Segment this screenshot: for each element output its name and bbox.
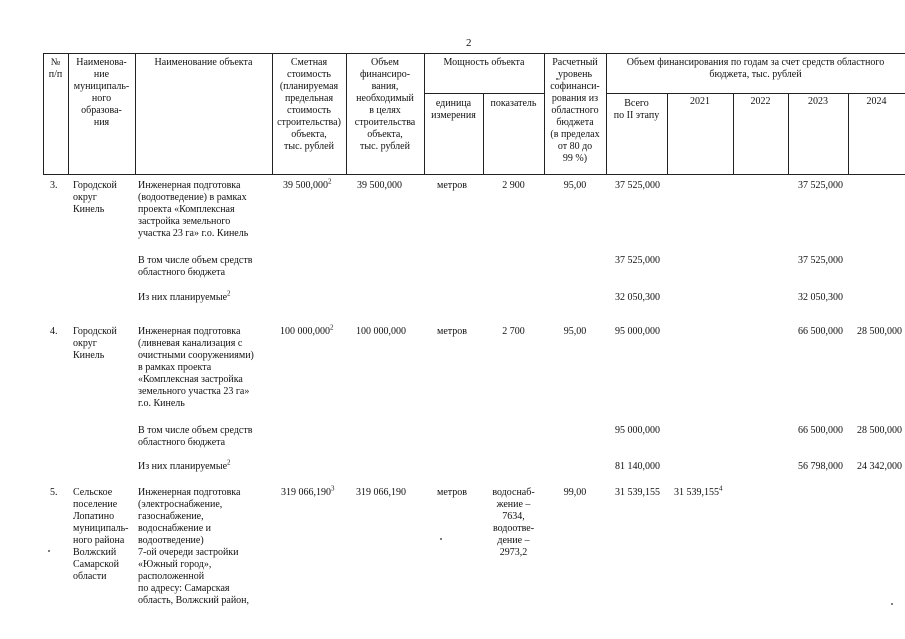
row-sub-regional-label: В том числе объем средств областного бюджета — [138, 425, 253, 448]
row-indicator: 2 700 — [502, 326, 525, 337]
row-sub-regional-label: В том числе объем средств областного бюджета — [138, 255, 253, 278]
scan-speck — [48, 550, 50, 552]
row-num: 4. — [50, 326, 58, 337]
row-cofinancing: 99,00 — [563, 487, 587, 498]
header-funding-volume: Объем финансиро- вания, необходимый в целях строительства объекта, тыс. рублей — [354, 57, 416, 152]
header-indicator: показатель — [490, 98, 537, 109]
row-cofinancing: 95,00 — [563, 180, 587, 191]
header-financing-by-years: Объем финансирования по годам за счет средств областного бюджета, тыс. рублей — [626, 57, 885, 80]
row-sub-regional-2024: 28 500,000 — [857, 425, 902, 436]
scan-speck — [440, 538, 442, 540]
row-sub-planned-label: Из них планируемые$^2$ — [138, 458, 231, 472]
row-municipality: Городской округ Кинель — [73, 180, 117, 215]
row-total: 95 000,000 — [615, 326, 660, 337]
row-sub-regional-2023: 37 525,000 — [798, 255, 843, 266]
row-municipality: Городской округ Кинель — [73, 326, 117, 361]
row-sub-regional-total: 95 000,000 — [615, 425, 660, 436]
row-sub-planned-total: 32 050,300 — [615, 292, 660, 303]
row-volume: 39 500,000 — [357, 180, 402, 191]
row-2024: 28 500,000 — [857, 326, 902, 337]
row-sub-planned-2024: 24 342,000 — [857, 461, 902, 472]
header-municipality: Наименова- ние муниципаль- ного образова- ния — [73, 57, 130, 128]
row-indicator: 2 900 — [502, 180, 525, 191]
row-unit: метров — [437, 326, 467, 337]
header-year-2023: 2023 — [808, 96, 828, 107]
header-cofinancing: Расчетный уровень софинанси- рования из областного бюджета (в пределах от 80 до 99 %) — [550, 57, 600, 164]
header-year-2024: 2024 — [866, 96, 887, 107]
row-object: Инженерная подготовка (ливневая канализация с очистными сооружениями) в рамках проекта «Комплексная застройка земельного участка 23 га» г.о. Кинель — [138, 326, 254, 409]
row-2023: 37 525,000 — [798, 180, 843, 191]
row-cost: 100 000,000$^2$ — [280, 323, 334, 337]
row-volume: 100 000,000 — [356, 326, 406, 337]
row-volume: 319 066,190 — [356, 487, 406, 498]
row-2023: 66 500,000 — [798, 326, 843, 337]
row-total: 37 525,000 — [615, 180, 660, 191]
row-sub-planned-label: Из них планируемые$^2$ — [138, 289, 231, 303]
row-sub-planned-total: 81 140,000 — [615, 461, 660, 472]
row-num: 5. — [50, 487, 58, 498]
row-unit: метров — [437, 180, 467, 191]
header-total-stage2: Всего по II этапу — [613, 98, 660, 121]
row-cofinancing: 95,00 — [563, 326, 587, 337]
page-number: 2 — [466, 37, 472, 49]
header-estimated-cost: Сметная стоимость (планируемая предельная стоимость строительства) объекта, тыс. рублей — [277, 57, 341, 152]
header-year-2022: 2022 — [750, 96, 771, 107]
row-indicator: водоснаб- жение – 7634, водоотве- дение – 2973,2 — [492, 487, 535, 558]
row-sub-planned-2023: 56 798,000 — [798, 461, 843, 472]
header-unit: единица измерения — [431, 98, 476, 121]
scan-speck — [891, 603, 893, 605]
header-year-2021: 2021 — [690, 96, 710, 107]
row-municipality: Сельское поселение Лопатино муниципаль- ного района Волжский Самарской области — [73, 487, 129, 582]
row-total: 31 539,155 — [615, 487, 660, 498]
row-sub-regional-total: 37 525,000 — [615, 255, 660, 266]
row-2021: 31 539,155$^4$ — [674, 484, 723, 498]
row-object: Инженерная подготовка (электроснабжение, газоснабжение, водоснабжение и водоотведение) 7-ой очереди застройки «Южный город», расположенной по адресу: Самарская область, Волжский район, — [138, 487, 250, 606]
header-num: № п/п — [48, 57, 63, 80]
header-capacity: Мощность объекта — [443, 57, 525, 68]
row-cost: 39 500,000$^2$ — [283, 177, 332, 191]
row-cost: 319 066,190$^3$ — [281, 484, 335, 498]
row-object: Инженерная подготовка (водоотведение) в рамках проекта «Комплексная застройка земельного участка 23 га» г.о. Кинель — [138, 180, 249, 239]
scan-speck — [556, 78, 558, 80]
row-sub-regional-2023: 66 500,000 — [798, 425, 843, 436]
row-num: 3. — [50, 180, 58, 191]
row-sub-planned-2023: 32 050,300 — [798, 292, 843, 303]
header-object: Наименование объекта — [154, 57, 253, 68]
row-unit: метров — [437, 487, 467, 498]
